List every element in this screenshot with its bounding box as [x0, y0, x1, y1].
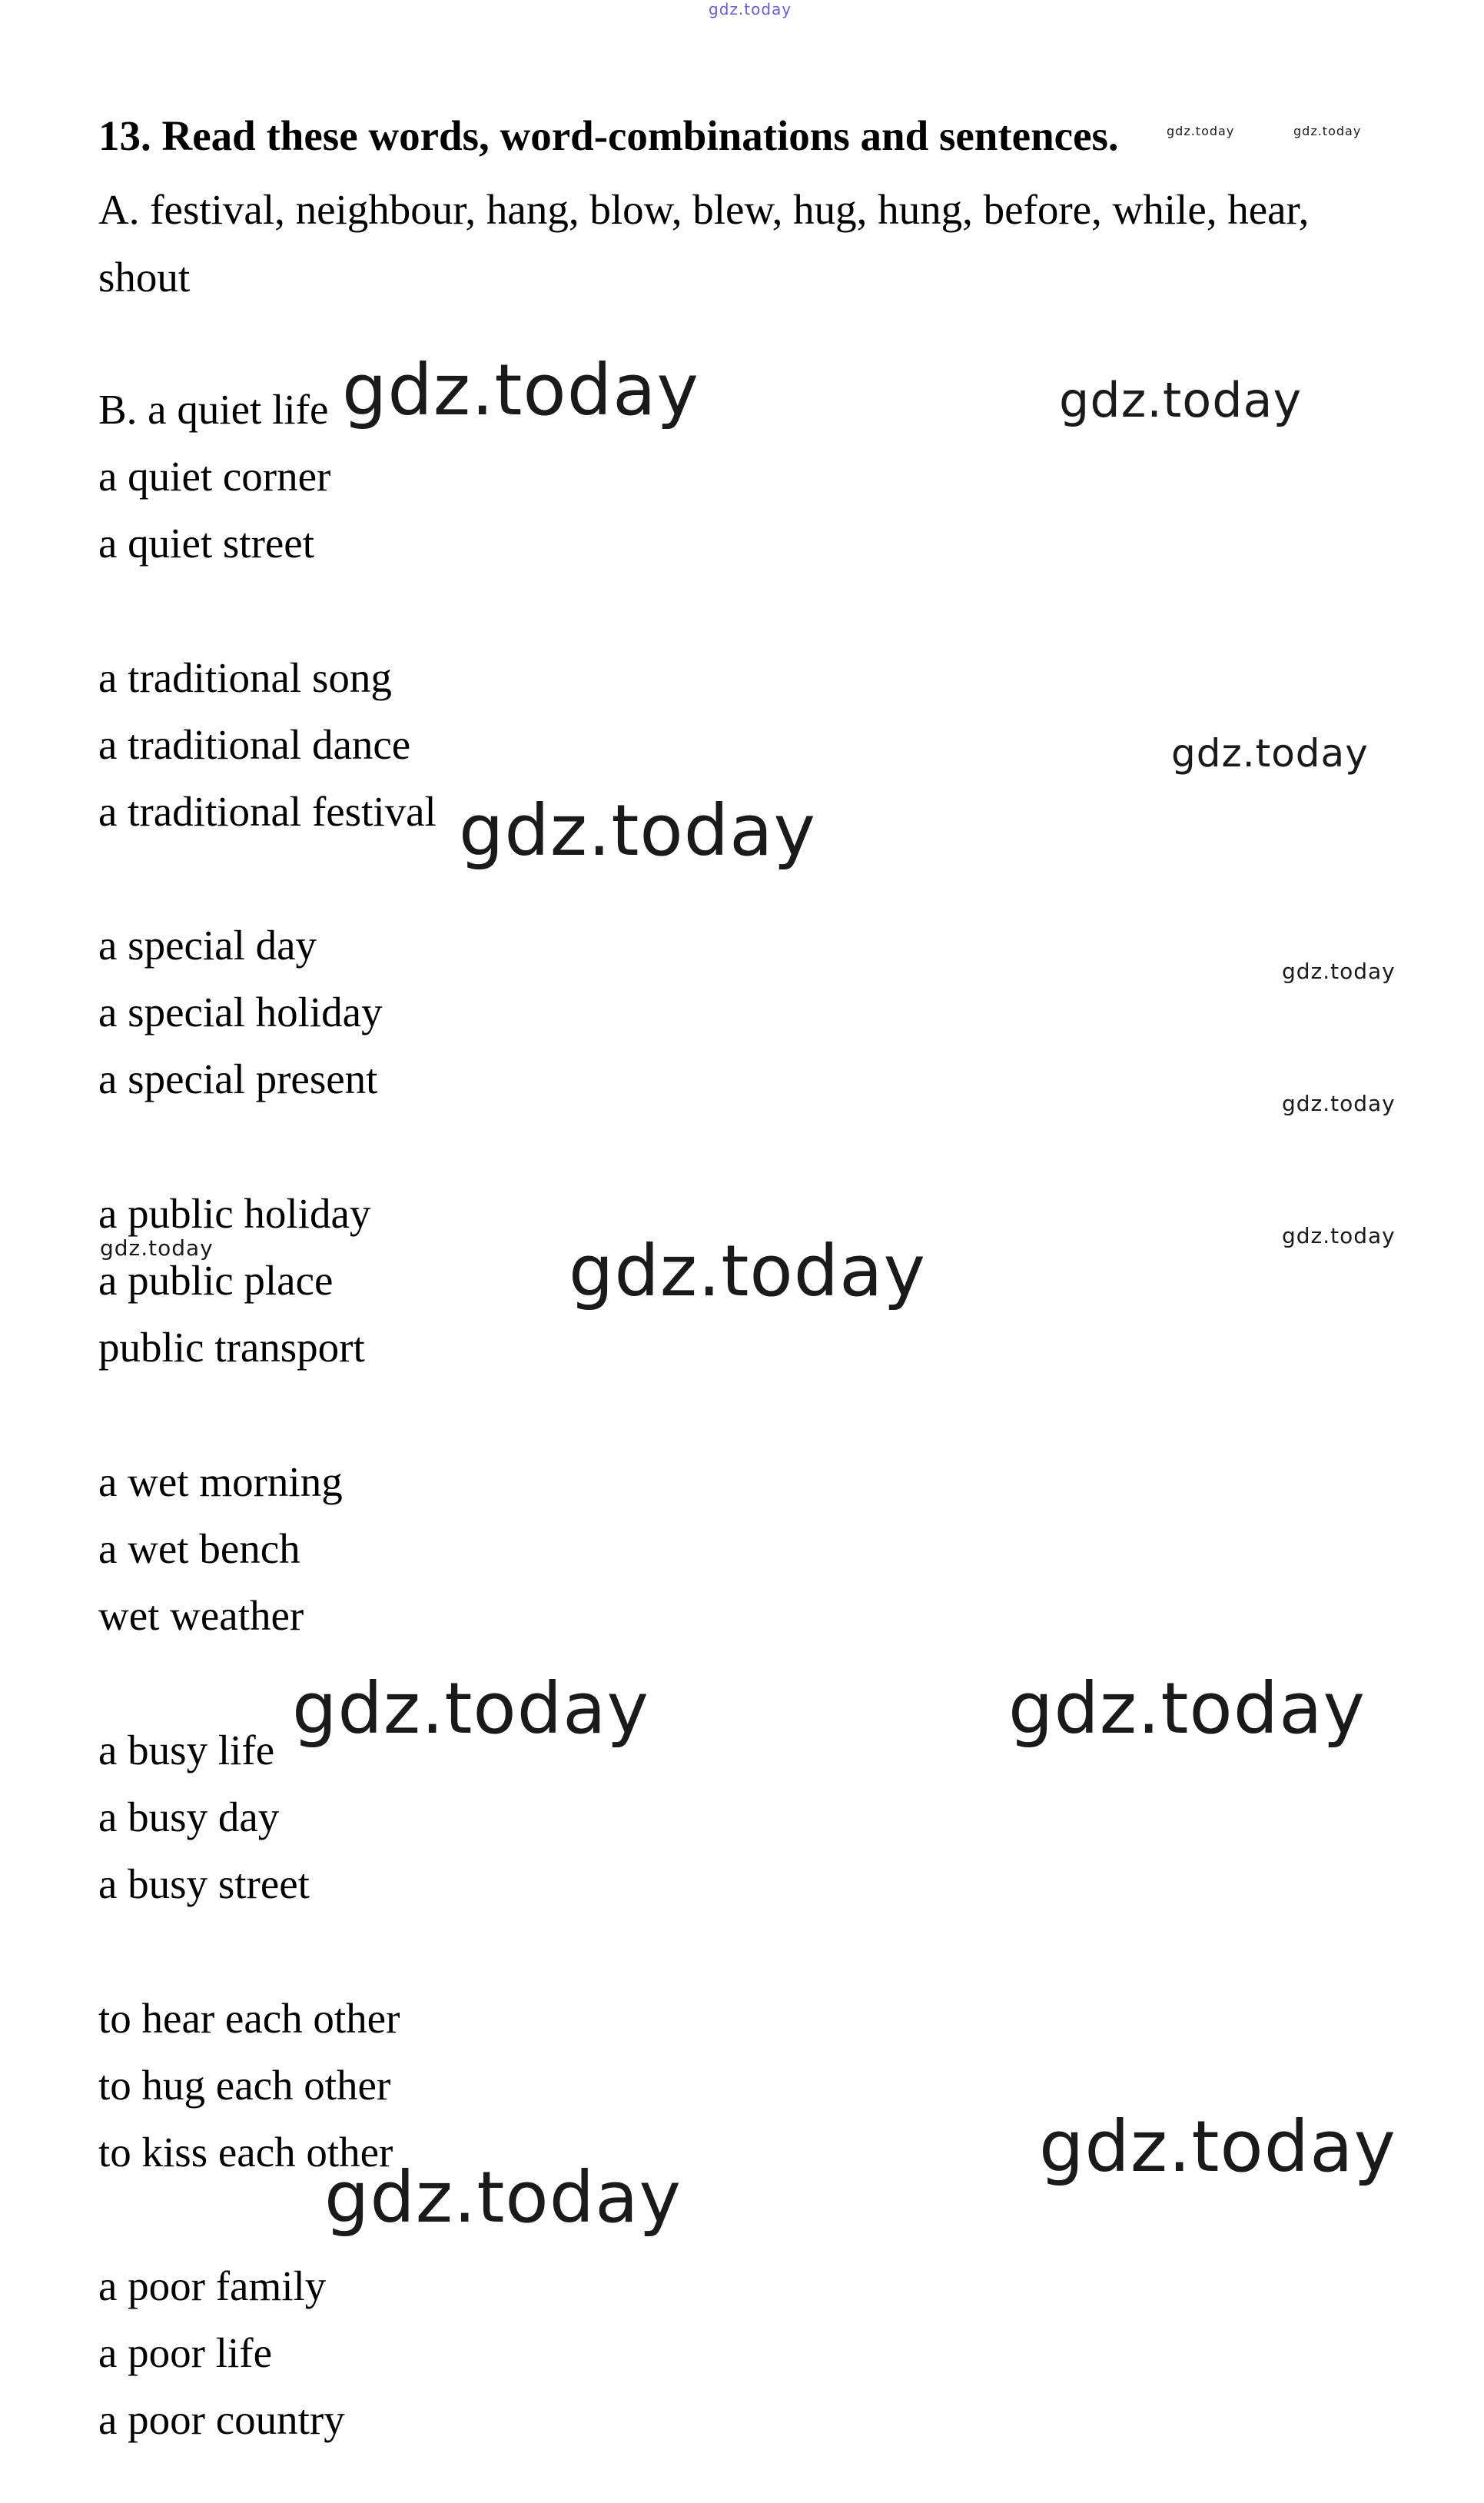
- watermark: gdz.today: [1039, 2106, 1396, 2188]
- watermark: gdz.today: [1171, 731, 1369, 776]
- watermark: gdz.today: [1282, 1223, 1396, 1248]
- phrase-line: a special day: [98, 922, 317, 969]
- phrase-line: a special holiday: [98, 989, 383, 1035]
- watermark: gdz.today: [1282, 1091, 1396, 1116]
- phrase-line: a quiet corner: [98, 453, 331, 500]
- phrase-line: a busy day: [98, 1793, 280, 1840]
- part-a-line: A. festival, neighbour, hang, blow, blew, hug, hung, before, while, hear,: [98, 186, 1310, 233]
- phrase-line: a poor country: [98, 2396, 345, 2443]
- watermark: gdz.today: [569, 1230, 926, 1312]
- phrase-line: a special present: [98, 1055, 378, 1102]
- phrase-line: a traditional festival: [98, 788, 437, 835]
- exercise-heading: 13. Read these words, word-combinations and sentences.: [98, 112, 1119, 159]
- phrase-line: wet weather: [98, 1592, 304, 1639]
- phrase-line: a busy life: [98, 1727, 275, 1773]
- watermark: gdz.today: [459, 789, 816, 872]
- phrase-line: a poor family: [98, 2262, 327, 2309]
- watermark: gdz.today: [1008, 1667, 1366, 1750]
- watermark: gdz.today: [1282, 959, 1396, 984]
- phrase-line: a public place: [98, 1257, 334, 1304]
- phrase-line: B. a quiet life: [98, 386, 329, 433]
- phrase-line: a poor life: [98, 2329, 273, 2376]
- watermark: gdz.today: [709, 0, 792, 18]
- phrase-line: to hear each other: [98, 1995, 400, 2042]
- phrase-line: a traditional song: [98, 654, 392, 701]
- phrase-line: a public holiday: [98, 1190, 371, 1237]
- watermark: gdz.today: [100, 1235, 214, 1261]
- phrase-line: a quiet street: [98, 520, 314, 567]
- part-a-line: shout: [98, 254, 191, 301]
- phrase-line: a wet morning: [98, 1458, 343, 1505]
- phrase-line: a busy street: [98, 1860, 310, 1907]
- watermark: gdz.today: [1167, 124, 1235, 138]
- phrase-line: a wet bench: [98, 1525, 300, 1572]
- phrase-line: public transport: [98, 1324, 365, 1371]
- watermark: gdz.today: [1293, 124, 1362, 138]
- phrase-line: to hug each other: [98, 2062, 391, 2109]
- watermark: gdz.today: [1059, 372, 1303, 428]
- phrase-line: to kiss each other: [98, 2129, 393, 2176]
- watermark: gdz.today: [342, 349, 699, 431]
- watermark: gdz.today: [292, 1667, 649, 1750]
- watermark: gdz.today: [324, 2156, 682, 2239]
- phrase-line: a traditional dance: [98, 721, 411, 768]
